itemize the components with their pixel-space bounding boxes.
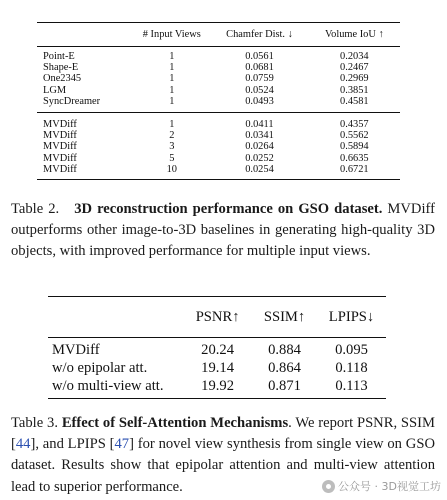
table-cell: 19.14 (201, 360, 235, 376)
table-cell: w/o multi-view att. (52, 378, 164, 394)
table-2-header-method (37, 23, 133, 47)
table-cell: 20.24 (201, 342, 235, 358)
table-cell: 0.4357 (340, 119, 369, 131)
table-cell: 0.0411 (245, 119, 274, 131)
table-3-header-ssim: SSIM↑ (263, 309, 306, 325)
table-row (37, 130, 400, 141)
table-cell: 0.0759 (245, 73, 274, 85)
watermark-text: 公众号 · 3D视觉工坊 (338, 480, 441, 493)
citation-link[interactable]: 44 (15, 436, 31, 453)
table-row (37, 47, 400, 63)
table-cell: 1 (169, 119, 175, 131)
table-cell: 2 (169, 130, 175, 142)
table-2-caption-text: MVDiff outperforms other image-to-3D baselines in generating high-quality 3D objects, with improved performance for multiple input views. (11, 201, 435, 260)
table-3-header-lpips: LPIPS↓ (328, 309, 375, 325)
table-cell: 0.2467 (340, 62, 369, 74)
watermark (322, 478, 441, 494)
table-cell: 0.0341 (245, 130, 274, 142)
table-cell: 0.2034 (340, 51, 369, 62)
table-2-header-iou: Volume IoU ↑ (324, 28, 384, 40)
table-3-grid (48, 296, 386, 399)
table-cell: 0.0264 (245, 141, 274, 153)
table-2 (37, 22, 400, 180)
table-row (37, 85, 400, 96)
table-cell: MVDiff (52, 342, 100, 358)
table-cell: MVDiff (43, 141, 77, 153)
table-3-body (48, 338, 386, 399)
table-cell: 5 (169, 152, 175, 164)
table-cell: 0.4581 (340, 95, 369, 107)
table-cell: 0.5562 (340, 130, 369, 142)
table-cell: 0.871 (268, 378, 301, 394)
table-2-baselines (37, 47, 400, 113)
table-cell: MVDiff (43, 163, 77, 175)
table-cell: 19.92 (201, 378, 235, 394)
table-cell: 1 (169, 62, 175, 74)
table-cell: 0.0681 (245, 62, 274, 74)
table-cell: 0.6721 (340, 163, 369, 175)
table-2-caption (11, 199, 435, 263)
table-row (37, 141, 400, 152)
table-cell: 0.0493 (245, 95, 274, 107)
table-3-caption-text-2: ], and LPIPS [ (30, 436, 115, 453)
table-cell: 0.0254 (245, 163, 274, 175)
table-cell: 1 (169, 51, 175, 62)
citation-link[interactable]: 47 (114, 436, 130, 453)
table-cell: 0.6635 (340, 152, 369, 164)
table-cell: 0.0252 (245, 152, 274, 164)
table-cell: 0.118 (335, 360, 368, 376)
table-cell: 0.884 (268, 342, 301, 358)
wechat-icon (322, 480, 335, 493)
table-cell: Shape-E (43, 62, 79, 74)
table-2-header-chamfer: Chamfer Dist. ↓ (226, 28, 293, 40)
table-cell: 0.0561 (245, 51, 274, 62)
table-cell: 0.113 (335, 378, 368, 394)
table-2-header-input-views: # Input Views (142, 28, 201, 40)
table-2-caption-title: 3D reconstruction performance on GSO dataset. (74, 201, 383, 217)
table-3-header-row (48, 297, 386, 338)
table-row (37, 73, 400, 84)
table-cell: 10 (166, 163, 177, 175)
table-row (37, 164, 400, 180)
table-cell: 1 (169, 95, 175, 107)
table-2-caption-label: Table 2. (11, 201, 60, 217)
table-3-caption-title: Effect of Self-Attention Mechanisms (61, 415, 289, 431)
table-row (37, 113, 400, 131)
table-cell: w/o epipolar att. (52, 360, 148, 376)
table-cell: SyncDreamer (43, 95, 101, 107)
table-3-caption-text-3: ] for novel view synthesis from single view on GSO dataset. Results show that epipolar attention and multi-view attention lead to superior performance. (11, 436, 435, 495)
table-cell: 1 (169, 84, 175, 96)
table-cell: 0.5894 (340, 141, 369, 153)
table-cell: 0.2969 (340, 73, 369, 85)
table-2-grid (37, 22, 400, 180)
table-cell: MVDiff (43, 152, 77, 164)
table-cell: MVDiff (43, 130, 77, 142)
table-row (37, 153, 400, 164)
table-cell: 0.3851 (340, 84, 369, 96)
table-row (37, 96, 400, 113)
table-3 (48, 296, 386, 399)
table-cell: 0.864 (268, 360, 301, 376)
table-row (48, 359, 386, 377)
table-cell: MVDiff (43, 119, 77, 131)
table-3-caption-label: Table 3. (11, 415, 58, 431)
table-row (48, 377, 386, 399)
table-cell: 0.0524 (245, 84, 274, 96)
table-3-header-method (48, 297, 183, 338)
table-2-header-row (37, 23, 400, 47)
table-cell: Point-E (43, 51, 75, 62)
table-2-mvdiff (37, 113, 400, 180)
table-cell: LGM (43, 84, 67, 96)
table-cell: One2345 (43, 73, 82, 85)
table-3-caption-text-1: . We report PSNR, SSIM [ (11, 415, 436, 453)
table-cell: 0.095 (335, 342, 368, 358)
table-3-header-psnr: PSNR↑ (195, 309, 240, 325)
table-row (48, 338, 386, 360)
table-cell: 1 (169, 73, 175, 85)
table-row (37, 62, 400, 73)
table-cell: 3 (169, 141, 175, 153)
